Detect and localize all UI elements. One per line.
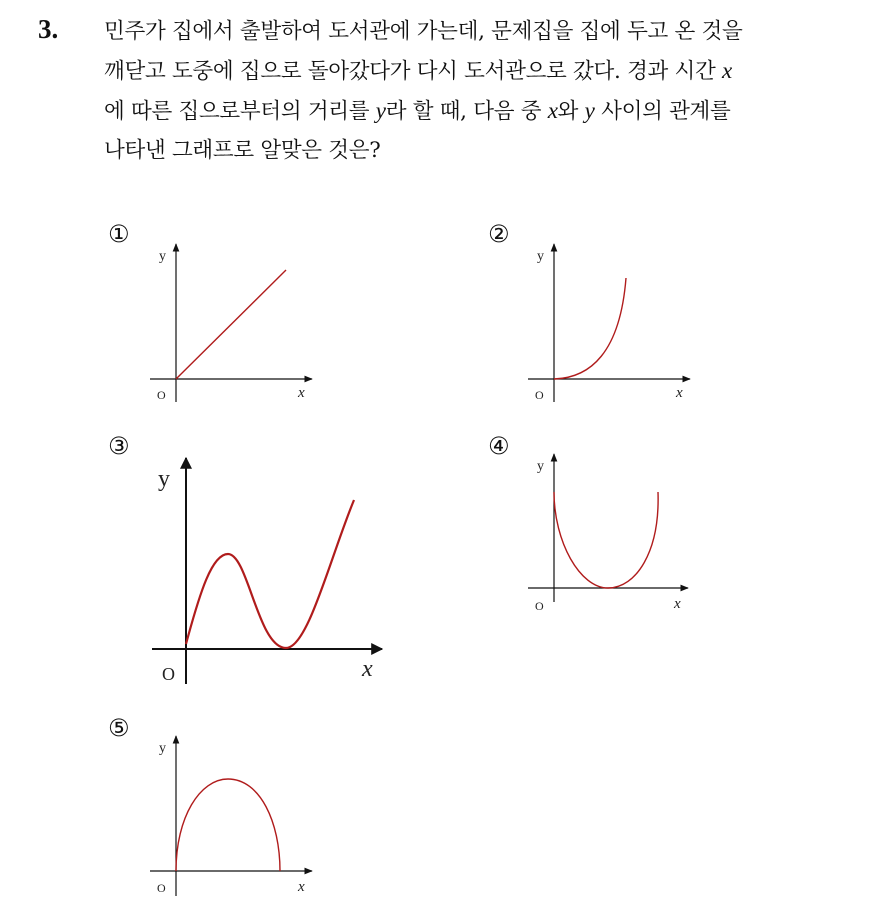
question-line-3-c: 와 <box>557 99 585 124</box>
choice-2-graph[interactable] <box>520 238 700 408</box>
question-text <box>104 12 874 170</box>
graph-curve <box>186 500 354 648</box>
graph-curve <box>554 492 658 588</box>
choice-4-svg <box>520 452 700 622</box>
origin-label: O <box>157 388 166 402</box>
question-line-3 <box>104 91 874 131</box>
choice-3-graph[interactable] <box>140 452 390 692</box>
choice-3-svg <box>140 452 390 692</box>
x-axis-label: x <box>674 596 681 612</box>
y-axis-label: y <box>159 249 166 264</box>
choice-3-label[interactable]: ③ <box>108 432 130 460</box>
choice-4-graph[interactable] <box>520 452 700 622</box>
x-axis-label: x <box>298 879 305 895</box>
graph-curve <box>554 278 626 379</box>
variable-y: y <box>375 98 386 123</box>
question-line-2-text: 깨닫고 도중에 집으로 돌아갔다가 다시 도서관으로 갔다. 경과 시간 <box>104 59 723 84</box>
y-axis-label: y <box>158 466 170 492</box>
choice-1-graph[interactable] <box>140 238 320 408</box>
choice-5-svg <box>140 732 320 902</box>
y-axis-label: y <box>537 459 544 474</box>
y-axis-label: y <box>537 249 544 264</box>
question-line-3-b: 라 할 때, 다음 중 <box>385 99 548 124</box>
choice-2-svg <box>520 238 700 408</box>
origin-label: O <box>535 388 544 402</box>
graph-curve <box>176 779 280 871</box>
choice-5-graph[interactable] <box>140 732 320 902</box>
question-line-3-d: 사이의 관계를 <box>594 99 731 124</box>
variable-x: x <box>722 58 732 83</box>
choice-5-label[interactable]: ⑤ <box>108 714 130 742</box>
question-line-4: 나타낸 그래프로 알맞은 것은? <box>104 138 381 163</box>
y-axis-label: y <box>159 741 166 756</box>
choice-2-label[interactable]: ② <box>488 220 510 248</box>
question-line-1: 민주가 집에서 출발하여 도서관에 가는데, 문제집을 집에 두고 온 것을 <box>104 19 743 44</box>
origin-label: O <box>535 599 544 613</box>
choice-1-label[interactable]: ① <box>108 220 130 248</box>
variable-x: x <box>547 98 558 123</box>
x-axis-label: x <box>298 385 305 401</box>
origin-label: O <box>157 881 166 895</box>
x-axis-label: x <box>676 385 683 401</box>
question-number: 3. <box>38 14 59 44</box>
origin-label: O <box>162 664 175 684</box>
choice-1-svg <box>140 238 320 408</box>
question-line-2 <box>104 51 874 91</box>
x-axis-label: x <box>362 656 373 682</box>
choice-4-label[interactable]: ④ <box>488 432 510 460</box>
question-line-3-a: 에 따른 집으로부터의 거리를 <box>104 99 376 124</box>
variable-y: y <box>584 98 595 123</box>
graph-curve <box>176 270 286 379</box>
